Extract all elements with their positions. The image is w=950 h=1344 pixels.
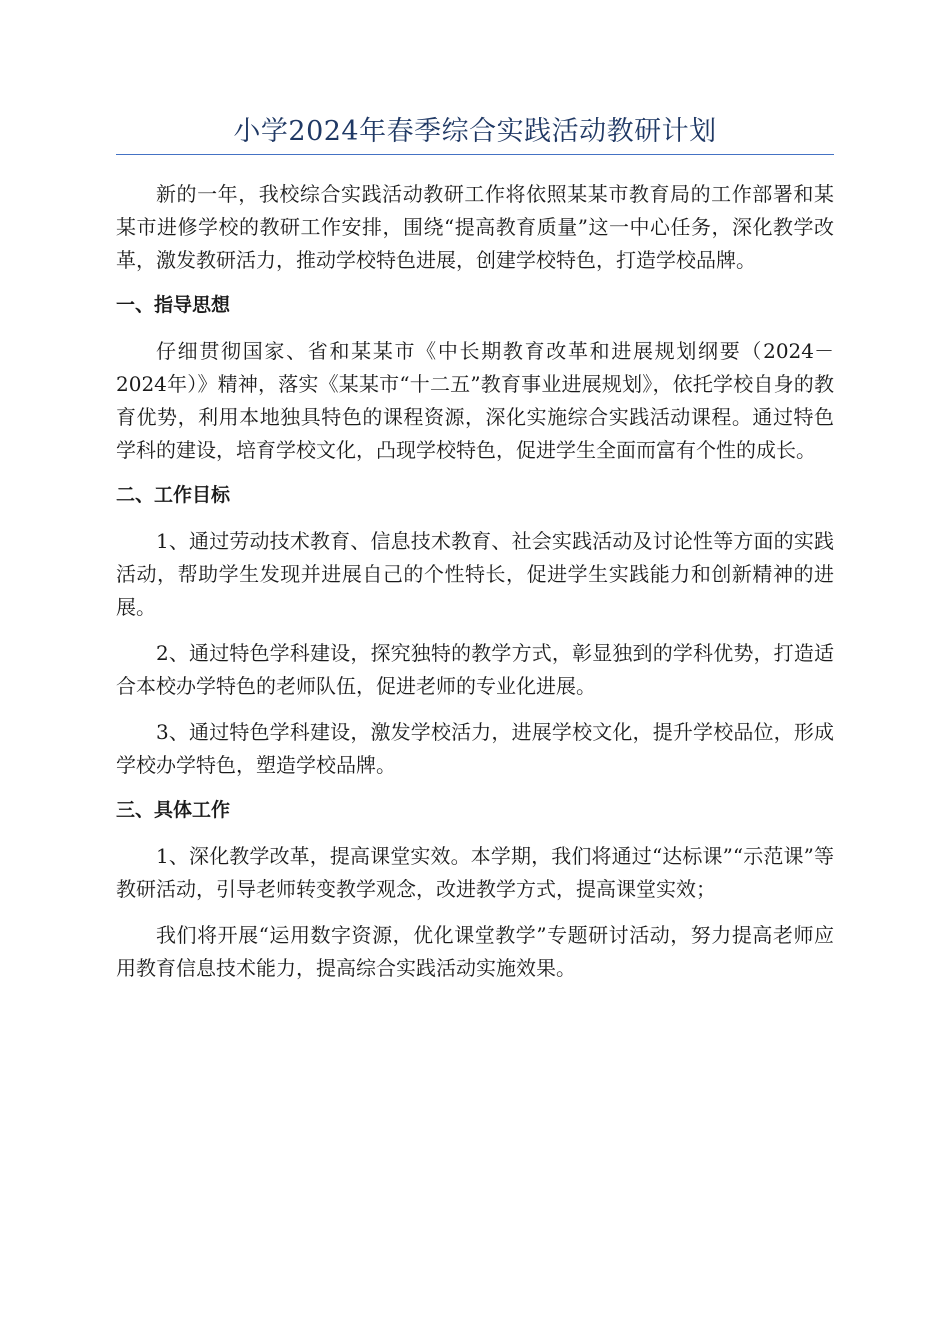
section3-paragraph-1: 1、深化教学改革，提高课堂实效。本学期，我们将通过“达标课”“示范课”等教研活动，引导老师转变教学观念，改进教学方式，提高课堂实效；: [116, 844, 834, 901]
section3-paragraph-2: 我们将开展“运用数字资源，优化课堂教学”专题研讨活动，努力提高老师应用教育信息技术能力，提高综合实践活动实施效果。: [116, 923, 834, 980]
document-body: [116, 178, 834, 998]
intro-paragraph: 新的一年，我校综合实践活动教研工作将依照某某市教育局的工作部署和某某市进修学校的教研工作安排，围绕“提高教育质量”这一中心任务，深化教学改革，激发教研活力，推动学校特色进展，创建学校特色，打造学校品牌。: [116, 182, 834, 272]
section2-paragraph-3: 3、通过特色学科建设，激发学校活力，进展学校文化，提升学校品位，形成学校办学特色，塑造学校品牌。: [116, 720, 834, 777]
section2-paragraph-1: 1、通过劳动技术教育、信息技术教育、社会实践活动及讨论性等方面的实践活动，帮助学生发现并进展自己的个性特长，促进学生实践能力和创新精神的进展。: [116, 529, 834, 619]
document-title: 小学2024年春季综合实践活动教研计划: [233, 116, 717, 147]
section-heading-specific-work: 三、具体工作: [116, 799, 231, 821]
title-underline: [116, 154, 834, 155]
section1-paragraph-1: 仔细贯彻国家、省和某某市《中长期教育改革和进展规划纲要（2024－2024年）》精神，落实《某某市“十二五”教育事业进展规划》，依托学校自身的教育优势，利用本地独具特色的课程资源，深化实施综合实践活动课程。通过特色学科的建设，培育学校文化，凸现学校特色，促进学生全面而富有个性的成长。: [116, 339, 834, 462]
section-heading-work-goals: 二、工作目标: [116, 484, 231, 506]
section2-paragraph-2: 2、通过特色学科建设，探究独特的教学方式，彰显独到的学科优势，打造适合本校办学特色的老师队伍，促进老师的专业化进展。: [116, 641, 834, 698]
section-heading-guiding-ideology: 一、指导思想: [116, 294, 231, 316]
